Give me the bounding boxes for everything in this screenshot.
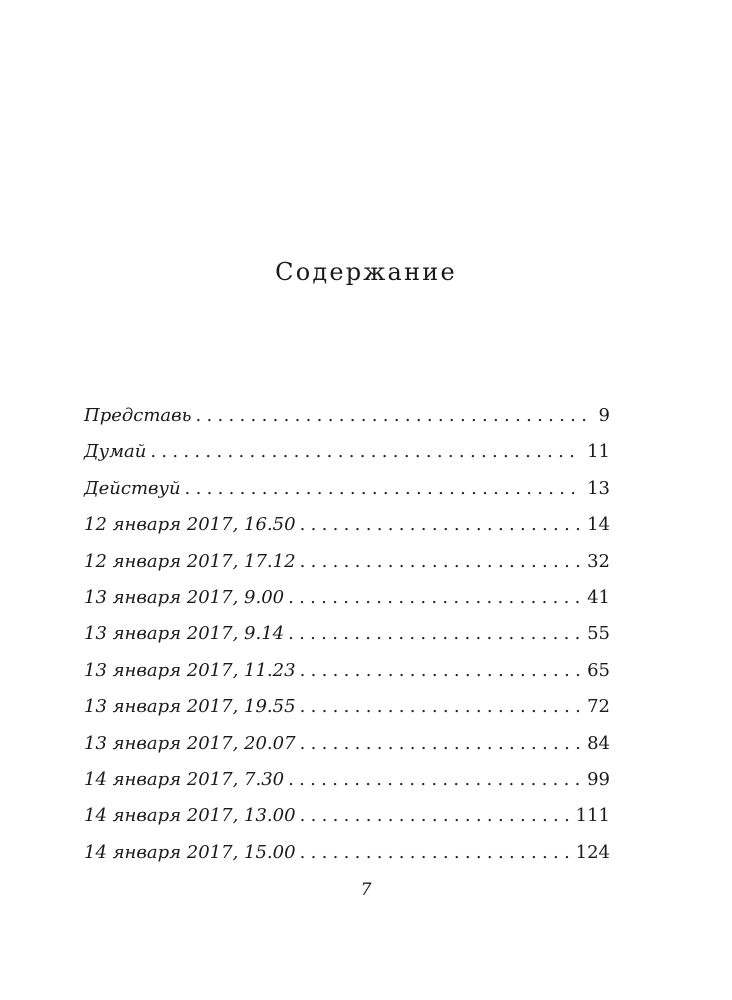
toc-entry-title: Представь — [84, 405, 192, 426]
toc-entry-title: 14 января 2017, 7.30 — [84, 768, 285, 790]
toc-entry-title: 14 января 2017, 15.00 — [84, 841, 296, 863]
toc-entry-page: 65 — [587, 659, 610, 681]
toc-entry[interactable] — [84, 835, 610, 871]
toc-entry-page: 13 — [587, 477, 610, 499]
toc-entry-page: 99 — [587, 768, 610, 790]
toc-leader-dots — [300, 835, 570, 871]
toc-leader-dots — [288, 762, 581, 798]
toc-leader-dots — [300, 798, 570, 834]
toc-entry-page: 111 — [575, 805, 610, 827]
toc-leader-dots — [300, 507, 582, 543]
toc-leader-dots — [288, 616, 581, 652]
toc-leader-dots — [150, 434, 581, 470]
toc-leader-dots — [300, 726, 582, 762]
toc-entry[interactable] — [84, 653, 610, 689]
toc-entry-title: 13 января 2017, 11.23 — [84, 659, 296, 681]
toc-entry[interactable] — [84, 689, 610, 725]
toc-leader-dots — [288, 580, 581, 616]
toc-entry[interactable] — [84, 398, 610, 434]
toc-entry-title: 12 января 2017, 16.50 — [84, 514, 296, 536]
toc-entry[interactable] — [84, 798, 610, 834]
toc-leader-dots — [300, 544, 582, 580]
toc-entry-page: 14 — [587, 514, 610, 536]
toc-entry[interactable] — [84, 726, 610, 762]
toc-leader-dots — [300, 689, 582, 725]
page-number: 7 — [360, 880, 372, 900]
toc-leader-dots — [185, 471, 582, 507]
toc-entry[interactable] — [84, 616, 610, 652]
toc-entry-title: 13 января 2017, 9.00 — [84, 586, 285, 608]
toc-entry-page: 11 — [587, 441, 610, 463]
toc-entry[interactable] — [84, 507, 610, 543]
toc-entry-title: 13 января 2017, 9.14 — [84, 623, 285, 645]
toc-entry-title: Думай — [84, 441, 147, 463]
toc-entry-page: 124 — [575, 841, 610, 863]
toc-leader-dots — [195, 398, 592, 434]
toc-entry-title: Действуй — [84, 477, 181, 499]
toc-entry[interactable] — [84, 544, 610, 580]
toc-entry[interactable] — [84, 580, 610, 616]
toc-entry-title: 13 января 2017, 19.55 — [84, 696, 296, 718]
toc-entry-title: 12 января 2017, 17.12 — [84, 550, 296, 572]
toc-entry[interactable] — [84, 762, 610, 798]
toc-entry-page: 72 — [587, 696, 610, 718]
toc-leader-dots — [300, 653, 582, 689]
toc-entry[interactable] — [84, 434, 610, 470]
toc-entry-title: 14 января 2017, 13.00 — [84, 805, 296, 827]
toc-entry-page: 9 — [598, 405, 610, 426]
toc-entry-page: 84 — [587, 732, 610, 754]
toc-entry-page: 32 — [587, 550, 610, 572]
toc-entry-page: 55 — [587, 623, 610, 645]
toc-entry-page: 41 — [587, 586, 610, 608]
toc-entry[interactable] — [84, 471, 610, 507]
table-of-contents — [84, 398, 610, 871]
toc-entry-title: 13 января 2017, 20.07 — [84, 732, 296, 754]
page-title: Содержание — [275, 258, 457, 286]
